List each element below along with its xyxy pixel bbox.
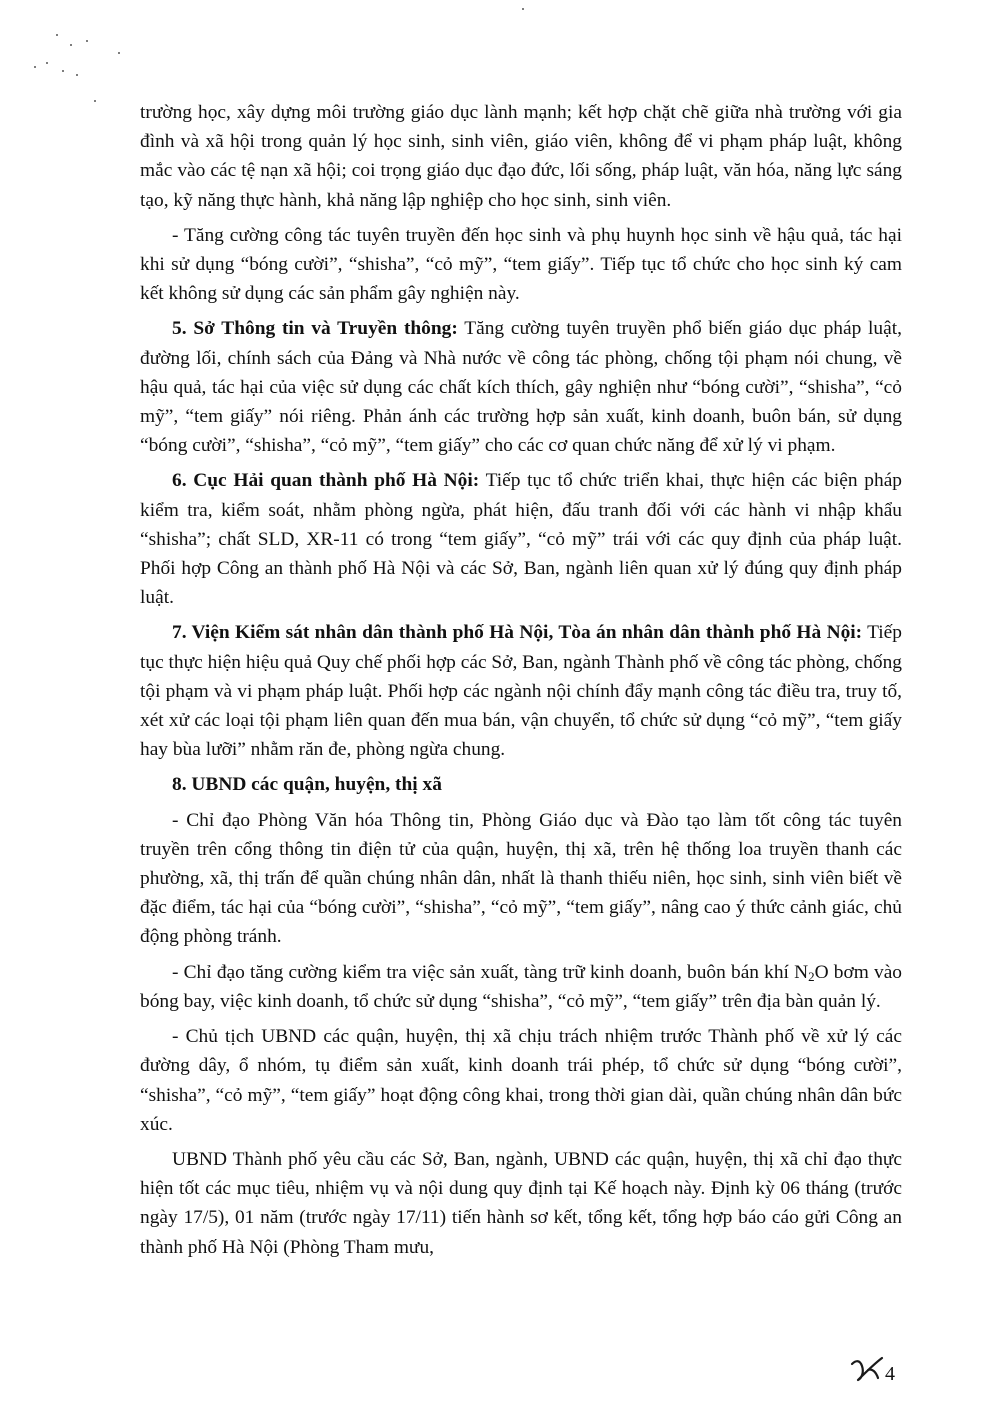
- page-number: 4: [885, 1363, 895, 1385]
- scan-speck: [56, 34, 58, 36]
- handwritten-initial-icon: [848, 1350, 884, 1384]
- scan-speck: [94, 100, 96, 102]
- bullet-paragraph: - Chỉ đạo Phòng Văn hóa Thông tin, Phòng Giáo dục và Đào tạo làm tốt công tác tuyên truyền trên cổng thông tin điện tử của quận, huyện, thị xã, trên hệ thống loa truyền thanh các phường, xã, thị trấn để quần chúng nhân dân, nhất là thanh thiếu niên, học sinh, sinh viên biết về đặc điểm, tác hại của “bóng cười”, “shisha”, “cỏ mỹ”, “tem giấy”, nâng cao ý thức cảnh giác, chủ động phòng tránh.: [140, 809, 902, 948]
- item-6-text: Tiếp tục tổ chức triển khai, thực hiện các biện pháp kiểm tra, kiểm soát, nhằm phòng ngừa, phát hiện, đấu tranh đối với các hành vi nhập khẩu “shisha”; chất SLD, XR-11 có trong “tem giấy”, “cỏ mỹ” trái với các quy định của pháp luật. Phối hợp Công an thành phố Hà Nội và các Sở, Ban, ngành liên quan xử lý đúng quy định pháp luật.: [140, 470, 902, 609]
- item-5-paragraph: [140, 314, 902, 460]
- bullet-paragraph: - Chủ tịch UBND các quận, huyện, thị xã chịu trách nhiệm trước Thành phố về xử lý các đường dây, ổ nhóm, tụ điểm sản xuất, kinh doanh trái phép, tổ chức sử dụng “bóng cười”, “shisha”, “cỏ mỹ”, “tem giấy” hoạt động công khai, trong thời gian dài, quần chúng nhân dân bức xúc.: [140, 1026, 902, 1135]
- scan-speck: [118, 52, 120, 54]
- scan-speck: [86, 40, 88, 42]
- scan-speck: [62, 70, 64, 72]
- item-5-heading: 5. Sở Thông tin và Truyền thông:: [172, 318, 458, 340]
- item-8-heading: 8. UBND các quận, huyện, thị xã: [172, 774, 442, 796]
- scan-speck: [70, 44, 72, 46]
- item-6-paragraph: [140, 466, 902, 612]
- item-6-heading: 6. Cục Hải quan thành phố Hà Nội:: [172, 470, 480, 492]
- bullet-paragraph: [140, 958, 902, 1016]
- scan-speck: [76, 74, 78, 76]
- body-text: [140, 98, 902, 1268]
- bullet-paragraph: - Tăng cường công tác tuyên truyền đến học sinh và phụ huynh học sinh về hậu quả, tác hại khi sử dụng “bóng cười”, “shisha”, “cỏ mỹ”, “tem giấy”. Tiếp tục tổ chức cho học sinh ký cam kết không sử dụng các sản phẩm gây nghiện này.: [140, 224, 902, 305]
- closing-paragraph: UBND Thành phố yêu cầu các Sở, Ban, ngành, UBND các quận, huyện, thị xã chỉ đạo thực hiện tốt các mục tiêu, nhiệm vụ và nội dung quy định tại Kế hoạch này. Định kỳ 06 tháng (trước ngày 17/5), 01 năm (trước ngày 17/11) tiến hành sơ kết, tổng kết, tổng hợp báo cáo gửi Công an thành phố Hà Nội (Phòng Tham mưu,: [140, 1148, 902, 1258]
- item-5-text: Tăng cường tuyên truyền phổ biến giáo dục pháp luật, đường lối, chính sách của Đảng và Nhà nước về công tác phòng, chống tội phạm nói chung, về hậu quả, tác hại của việc sử dụng các chất kích thích, gây nghiện như “bóng cười”, “shisha”, “cỏ mỹ”, “tem giấy” nói riêng. Phản ánh các trường hợp sản xuất, kinh doanh, buôn bán, sử dụng “bóng cười”, “shisha”, “cỏ mỹ”, “tem giấy” cho các cơ quan chức năng để xử lý vi phạm.: [140, 318, 902, 457]
- scan-speck: [34, 66, 36, 68]
- item-7-paragraph: [140, 618, 902, 764]
- paragraph-continuation: trường học, xây dựng môi trường giáo dục lành mạnh; kết hợp chặt chẽ giữa nhà trường với gia đình và xã hội trong quản lý học sinh, sinh viên, giáo viên, không để vi phạm pháp luật, không mắc vào các tệ nạn xã hội; coi trọng giáo dục đạo đức, lối sống, pháp luật, văn hóa, năng lực sáng tạo, kỹ năng thực hành, khả năng lập nghiệp cho học sinh, sinh viên.: [140, 102, 902, 211]
- scan-speck: [522, 8, 524, 10]
- bullet-text-after: O bơm vào bóng bay, việc kinh doanh, tổ chức sử dụng “shisha”, “cỏ mỹ”, “tem giấy” trên địa bàn quản lý.: [140, 961, 902, 1012]
- item-7-text: Tiếp tục thực hiện hiệu quả Quy chế phối hợp các Sở, Ban, ngành Thành phố về công tác phòng, chống tội phạm và vi phạm pháp luật. Phối hợp các ngành nội chính đẩy mạnh công tác điều tra, truy tố, xét xử các loại tội phạm liên quan đến mua bán, vận chuyển, tổ chức sử dụng “cỏ mỹ”, “tem giấy hay bùa lưỡi” nhằm răn đe, phòng ngừa chung.: [140, 622, 902, 761]
- subscript-two: 2: [808, 968, 815, 984]
- scan-speck: [46, 62, 48, 64]
- item-7-heading: 7. Viện Kiểm sát nhân dân thành phố Hà Nội, Tòa án nhân dân thành phố Hà Nội:: [172, 622, 863, 644]
- bullet-text-before: - Chỉ đạo tăng cường kiểm tra việc sản xuất, tàng trữ kinh doanh, buôn bán khí N: [172, 961, 809, 983]
